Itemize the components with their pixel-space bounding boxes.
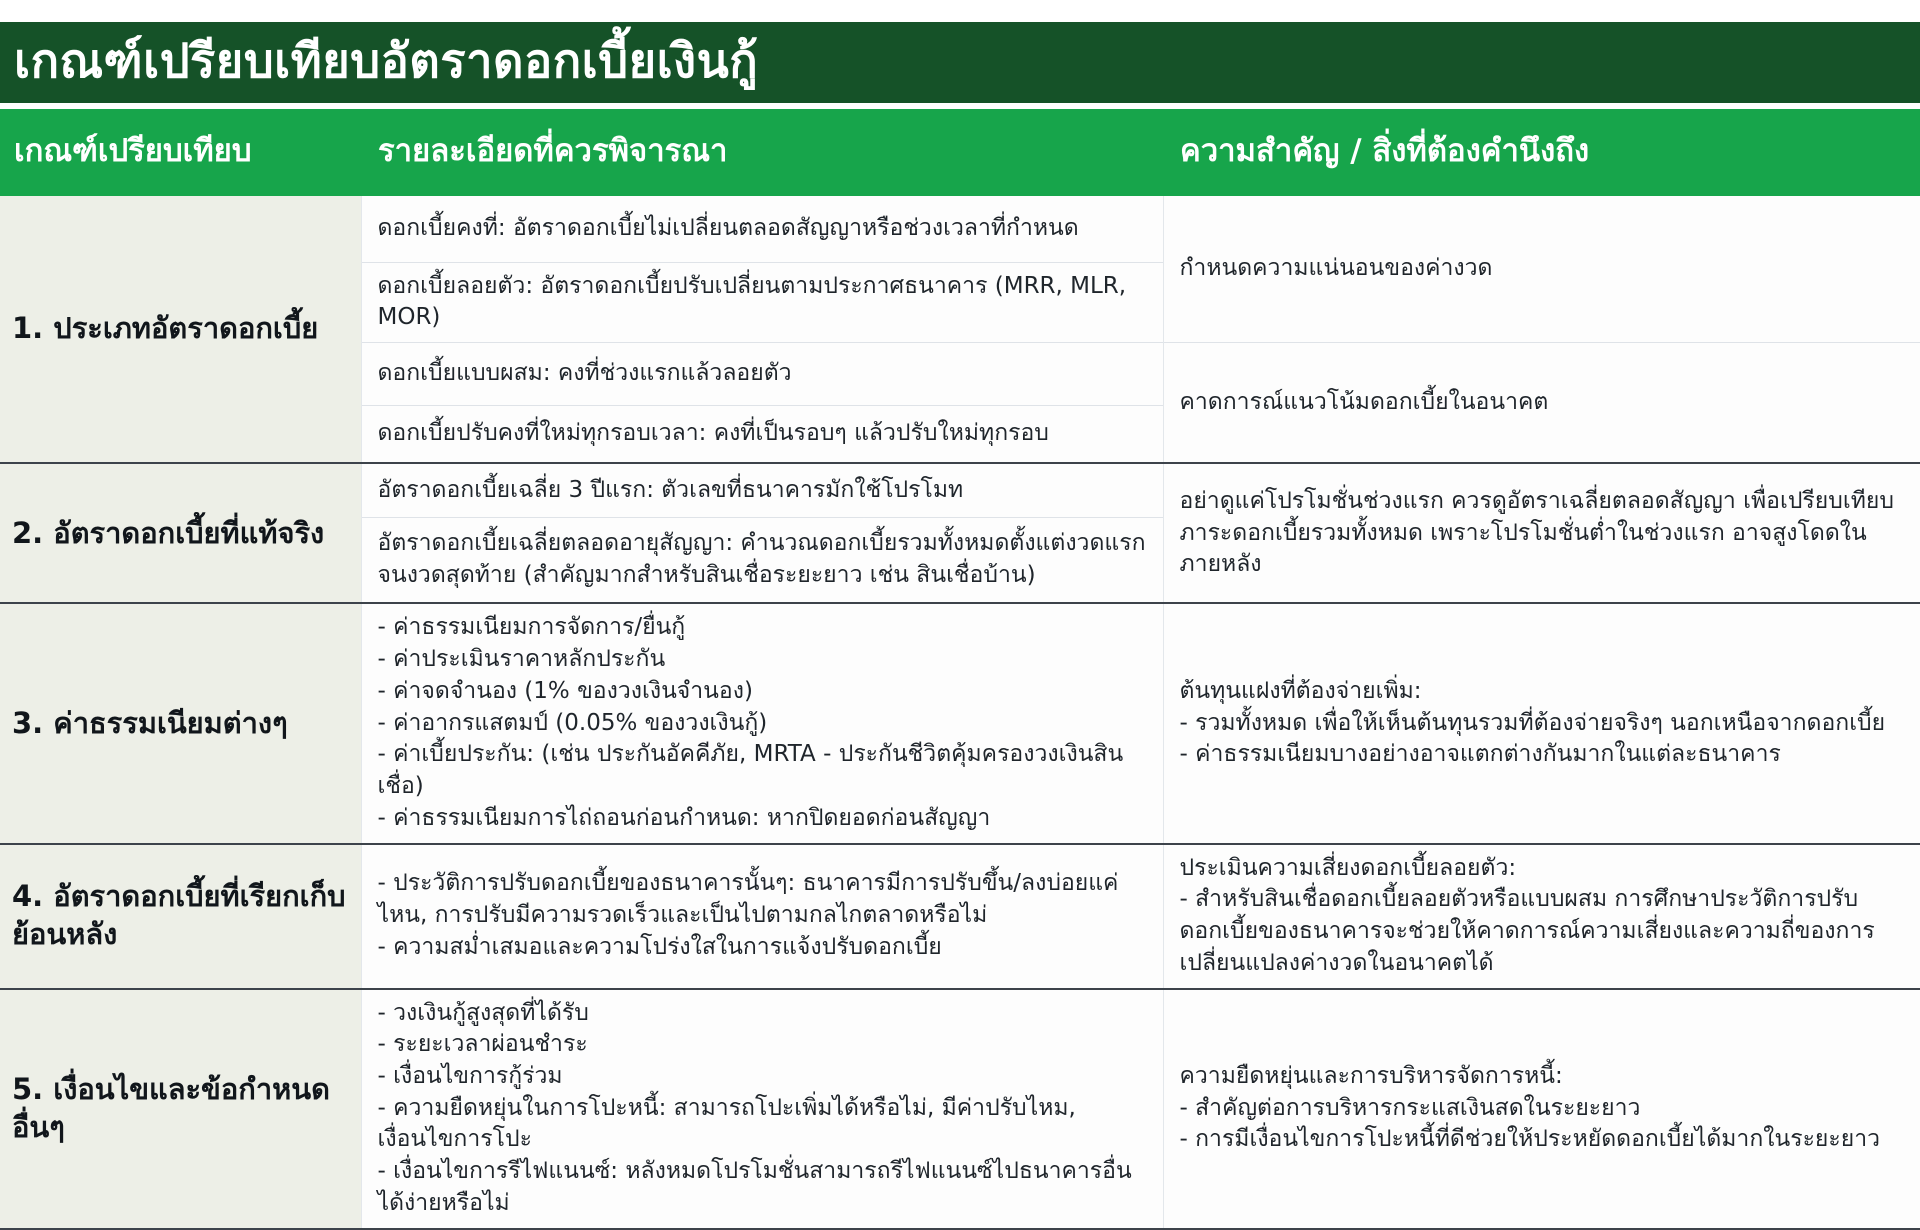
detail-line: - ค่าเบี้ยประกัน: (เช่น ประกันอัคคีภัย, MRTA - ประกันชีวิตคุ้มครองวงเงินสินเชื่อ) bbox=[377, 741, 1124, 800]
table-row bbox=[0, 196, 1920, 262]
detail-cell: ดอกเบี้ยปรับคงที่ใหม่ทุกรอบเวลา: คงที่เป็นรอบๆ แล้วปรับใหม่ทุกรอบ bbox=[361, 405, 1163, 463]
importance-line: ความยืดหยุ่นและการบริหารจัดการหนี้: bbox=[1179, 1063, 1563, 1090]
importance-line: - รวมทั้งหมด เพื่อให้เห็นต้นทุนรวมที่ต้องจ่ายจริงๆ นอกเหนือจากดอกเบี้ย bbox=[1179, 709, 1886, 736]
detail-line: - ค่าอากรแสตมป์ (0.05% ของวงเงินกู้) bbox=[377, 709, 768, 736]
detail-cell: ดอกเบี้ยลอยตัว: อัตราดอกเบี้ยปรับเปลี่ยนตามประกาศธนาคาร (MRR, MLR, MOR) bbox=[361, 262, 1163, 342]
loan-comparison-page bbox=[0, 22, 1920, 1216]
detail-cell: ดอกเบี้ยคงที่: อัตราดอกเบี้ยไม่เปลี่ยนตลอดสัญญาหรือช่วงเวลาที่กำหนด bbox=[361, 196, 1163, 262]
importance-cell bbox=[1163, 844, 1920, 989]
detail-line: - เงื่อนไขการรีไฟแนนซ์: หลังหมดโปรโมชั่นสามารถรีไฟแนนซ์ไปธนาคารอื่นได้ง่ายหรือไม่ bbox=[377, 1158, 1132, 1216]
importance-line: - การมีเงื่อนไขการโปะหนี้ที่ดีช่วยให้ประหยัดดอกเบี้ยได้มากในระยะยาว bbox=[1179, 1126, 1881, 1153]
page-title: เกณฑ์เปรียบเทียบอัตราดอกเบี้ยเงินกู้ bbox=[14, 34, 759, 89]
importance-line: - ค่าธรรมเนียมบางอย่างอาจแตกต่างกันมากในแต่ละธนาคาร bbox=[1179, 741, 1781, 768]
table-row bbox=[0, 844, 1920, 989]
detail-line: - เงื่อนไขการกู้ร่วม bbox=[377, 1063, 563, 1090]
detail-cell bbox=[361, 844, 1163, 989]
section-fees bbox=[0, 603, 1920, 843]
importance-line: ต้นทุนแฝงที่ต้องจ่ายเพิ่ม: bbox=[1179, 677, 1422, 704]
criterion-label: 2. อัตราดอกเบี้ยที่แท้จริง bbox=[0, 463, 361, 603]
section-effective-rate bbox=[0, 463, 1920, 603]
detail-line: - ระยะเวลาผ่อนชำระ bbox=[377, 1031, 588, 1058]
importance-cell bbox=[1163, 989, 1920, 1229]
detail-cell: ดอกเบี้ยแบบผสม: คงที่ช่วงแรกแล้วลอยตัว bbox=[361, 342, 1163, 405]
table-header bbox=[0, 109, 1920, 196]
detail-cell: อัตราดอกเบี้ยเฉลี่ยตลอดอายุสัญญา: คำนวณดอกเบี้ยรวมทั้งหมดตั้งแต่งวดแรกจนงวดสุดท้าย (สำคัญมากสำหรับสินเชื่อระยะยาว เช่น สินเชื่อบ้าน) bbox=[361, 517, 1163, 603]
criterion-label: 3. ค่าธรรมเนียมต่างๆ bbox=[0, 603, 361, 843]
section-interest-rate-type bbox=[0, 196, 1920, 463]
detail-line: - ค่าธรรมเนียมการจัดการ/ยื่นกู้ bbox=[377, 614, 686, 641]
importance-line: ประเมินความเสี่ยงดอกเบี้ยลอยตัว: bbox=[1179, 854, 1517, 881]
comparison-table bbox=[0, 109, 1920, 1230]
importance-cell: อย่าดูแค่โปรโมชั่นช่วงแรก ควรดูอัตราเฉลี่ยตลอดสัญญา เพื่อเปรียบเทียบภาระดอกเบี้ยรวมทั้งหมด เพราะโปรโมชั่นต่ำในช่วงแรก อาจสูงโดดในภายหลัง bbox=[1163, 463, 1920, 603]
importance-line: - สำคัญต่อการบริหารกระแสเงินสดในระยะยาว bbox=[1179, 1094, 1641, 1121]
detail-cell: อัตราดอกเบี้ยเฉลี่ย 3 ปีแรก: ตัวเลขที่ธนาคารมักใช้โปรโมท bbox=[361, 463, 1163, 517]
table-row bbox=[0, 463, 1920, 517]
detail-line: - ความสม่ำเสมอและความโปร่งใสในการแจ้งปรับดอกเบี้ย bbox=[377, 933, 942, 960]
section-other-terms bbox=[0, 989, 1920, 1229]
importance-cell: คาดการณ์แนวโน้มดอกเบี้ยในอนาคต bbox=[1163, 342, 1920, 463]
detail-line: - ค่าธรรมเนียมการไถ่ถอนก่อนกำหนด: หากปิดยอดก่อนสัญญา bbox=[377, 804, 991, 831]
table-row bbox=[0, 603, 1920, 843]
table-row bbox=[0, 989, 1920, 1229]
criterion-label: 1. ประเภทอัตราดอกเบี้ย bbox=[0, 196, 361, 463]
detail-line: - ค่าประเมินราคาหลักประกัน bbox=[377, 646, 666, 673]
column-header-criteria: เกณฑ์เปรียบเทียบ bbox=[0, 109, 361, 196]
column-header-importance: ความสำคัญ / สิ่งที่ต้องคำนึงถึง bbox=[1163, 109, 1920, 196]
importance-cell bbox=[1163, 603, 1920, 843]
detail-cell bbox=[361, 989, 1163, 1229]
criterion-label: 5. เงื่อนไขและข้อกำหนดอื่นๆ bbox=[0, 989, 361, 1229]
detail-line: - ประวัติการปรับดอกเบี้ยของธนาคารนั้นๆ: ธนาคารมีการปรับขึ้น/ลงบ่อยแค่ไหน, การปรับมีความรวดเร็วและเป็นไปตามกลไกตลาดหรือไม่ bbox=[377, 870, 1119, 929]
detail-line: - วงเงินกู้สูงสุดที่ได้รับ bbox=[377, 999, 589, 1026]
criterion-label: 4. อัตราดอกเบี้ยที่เรียกเก็บย้อนหลัง bbox=[0, 844, 361, 989]
detail-line: - ความยืดหยุ่นในการโปะหนี้: สามารถโปะเพิ่มได้หรือไม่, มีค่าปรับไหม, เงื่อนไขการโปะ bbox=[377, 1094, 1076, 1153]
importance-line: - สำหรับสินเชื่อดอกเบี้ยลอยตัวหรือแบบผสม การศึกษาประวัติการปรับดอกเบี้ยของธนาคารจะช่วยให้คาดการณ์ความเสี่ยงและความถี่ของการเปลี่ยนแปลงค่างวดในอนาคตได้ bbox=[1179, 886, 1875, 976]
detail-line: - ค่าจดจำนอง (1% ของวงเงินจำนอง) bbox=[377, 677, 753, 704]
section-historical-rates bbox=[0, 844, 1920, 989]
header-row bbox=[0, 109, 1920, 196]
title-bar bbox=[0, 22, 1920, 103]
importance-cell: กำหนดความแน่นอนของค่างวด bbox=[1163, 196, 1920, 342]
detail-cell bbox=[361, 603, 1163, 843]
column-header-details: รายละเอียดที่ควรพิจารณา bbox=[361, 109, 1163, 196]
